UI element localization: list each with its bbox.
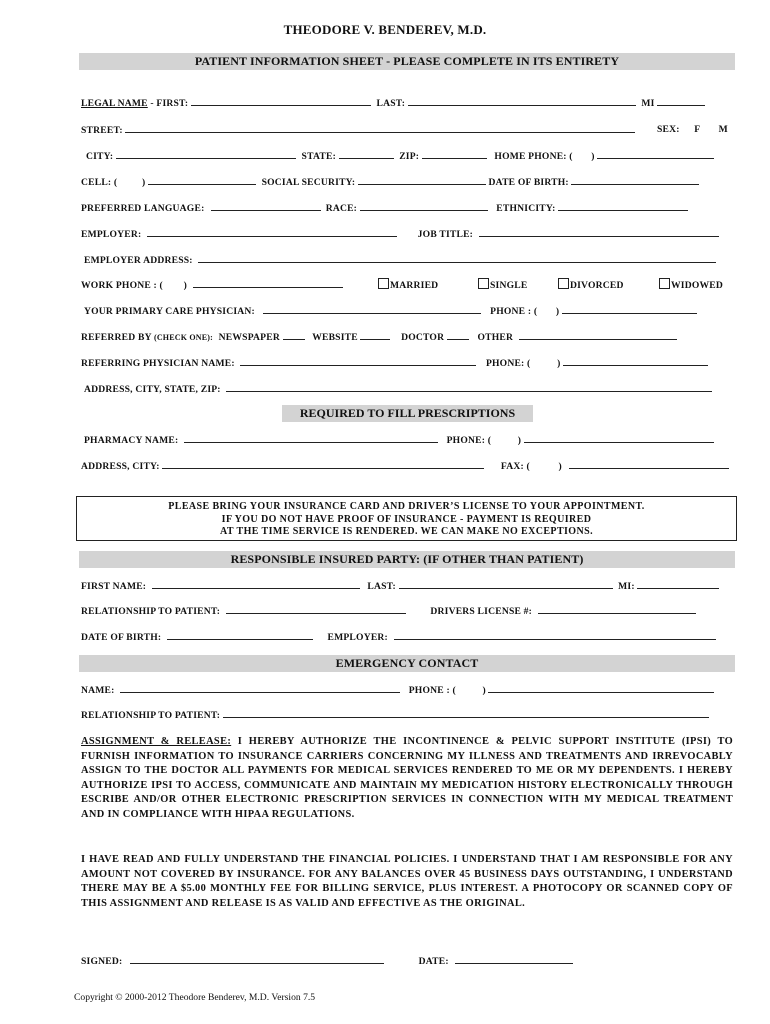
newspaper-field[interactable] <box>283 331 305 340</box>
race-label: RACE: <box>325 203 358 214</box>
referring-address-row <box>84 383 712 395</box>
website-field[interactable] <box>360 331 390 340</box>
emergency-relationship-label: RELATIONSHIP TO PATIENT: <box>81 710 221 721</box>
ethnicity-label: ETHNICITY: <box>496 203 556 214</box>
first-name-field[interactable] <box>191 97 371 106</box>
doctor-option: DOCTOR <box>401 332 445 343</box>
work-phone-close: ) <box>183 280 187 291</box>
state-field[interactable] <box>339 150 394 159</box>
cell-close: ) <box>141 177 146 188</box>
pharmacy-field[interactable] <box>184 434 438 443</box>
referring-address-label: ADDRESS, CITY, STATE, ZIP: <box>84 384 221 395</box>
widowed-checkbox[interactable] <box>659 278 670 289</box>
insured-mi-field[interactable] <box>637 580 719 589</box>
last-name-label: LAST: <box>376 98 406 109</box>
ethnicity-field[interactable] <box>558 202 688 211</box>
widowed-label: WIDOWED <box>671 280 724 291</box>
pharmacy-address-field[interactable] <box>162 460 484 469</box>
language-row <box>81 202 688 214</box>
date-field[interactable] <box>455 955 573 964</box>
pharmacy-phone-field[interactable] <box>524 434 714 443</box>
insured-employer-label: EMPLOYER: <box>327 632 388 643</box>
dob-label: DATE OF BIRTH: <box>488 177 569 188</box>
sex-f-option[interactable]: F <box>694 124 700 135</box>
signature-row <box>81 955 573 967</box>
divorced-label: DIVORCED <box>570 280 624 291</box>
legal-name-label: LEGAL NAME <box>81 98 148 109</box>
insured-dob-row <box>81 631 716 643</box>
fax-label: FAX: ( <box>500 461 530 472</box>
emergency-phone-close: ) <box>482 685 486 696</box>
sex-group <box>657 124 728 135</box>
emergency-name-field[interactable] <box>120 684 400 693</box>
married-label: MARRIED <box>390 280 439 291</box>
referring-physician-field[interactable] <box>240 357 476 366</box>
insured-last-field[interactable] <box>399 580 613 589</box>
assignment-release-heading: ASSIGNMENT & RELEASE: <box>81 736 232 747</box>
assignment-release-paragraph <box>81 735 733 823</box>
emergency-name-label: NAME: <box>81 685 115 696</box>
insured-dob-label: DATE OF BIRTH: <box>81 632 162 643</box>
zip-label: ZIP: <box>399 151 420 162</box>
employer-address-field[interactable] <box>198 254 716 263</box>
state-label: STATE: <box>301 151 336 162</box>
work-phone-row <box>81 279 343 291</box>
insured-first-name-field[interactable] <box>152 580 360 589</box>
notice-line-3: AT THE TIME SERVICE IS RENDERED. WE CAN MAKE NO EXCEPTIONS. <box>220 526 593 537</box>
doctor-name-title: THEODORE V. BENDEREV, M.D. <box>283 22 487 37</box>
pharmacy-phone-close: ) <box>517 435 522 446</box>
referring-phone-field[interactable] <box>563 357 708 366</box>
pharmacy-phone-label: PHONE: ( <box>446 435 492 446</box>
drivers-license-label: DRIVERS LICENSE #: <box>430 606 533 617</box>
job-title-label: JOB TITLE: <box>417 229 474 240</box>
fax-close: ) <box>558 461 562 472</box>
pcp-label: YOUR PRIMARY CARE PHYSICIAN: <box>84 306 255 317</box>
emergency-relationship-row <box>81 709 709 721</box>
employer-label: EMPLOYER: <box>81 229 142 240</box>
notice-line-1: PLEASE BRING YOUR INSURANCE CARD AND DRIVER’S LICENSE TO YOUR APPOINTMENT. <box>168 501 645 512</box>
employer-address-row <box>84 254 716 266</box>
referring-phone-label: PHONE: ( <box>485 358 531 369</box>
sex-m-option[interactable]: M <box>718 124 728 135</box>
pharmacy-label: PHARMACY NAME: <box>84 435 179 446</box>
race-field[interactable] <box>360 202 488 211</box>
city-label: CITY: <box>86 151 114 162</box>
pharmacy-address-row <box>81 460 729 472</box>
insured-party-heading: RESPONSIBLE INSURED PARTY: (IF OTHER THAN PATIENT) <box>79 551 735 568</box>
other-option: OTHER <box>477 332 514 343</box>
sex-label: SEX: <box>657 124 680 135</box>
legal-name-row <box>81 97 705 109</box>
divorced-checkbox[interactable] <box>558 278 569 289</box>
work-phone-field[interactable] <box>193 279 343 288</box>
pcp-phone-close: ) <box>555 306 560 317</box>
financial-policy-paragraph: I HAVE READ AND FULLY UNDERSTAND THE FINANCIAL POLICIES. I UNDERSTAND THAT I AM RESPONSIBLE FOR ANY AMOUNT NOT COVERED BY INSURANCE. FOR ANY BALANCES OVER 45 BUSINESS DAYS OUTSTANDING, I UNDERSTAND THERE MAY BE A $5.00 MONTHLY FEE FOR BILLING SERVICE, PLUS INTEREST. A PHOTOCOPY OR SCANNED COPY OF THIS ASSIGNMENT AND RELEASE IS AS VALID AND EFFECTIVE AS THE ORIGINAL. <box>81 854 733 909</box>
insured-relationship-field[interactable] <box>226 605 406 614</box>
pharmacy-address-label: ADDRESS, CITY: <box>81 461 160 472</box>
single-label: SINGLE <box>490 280 528 291</box>
website-option: WEBSITE <box>312 332 358 343</box>
street-field[interactable] <box>125 124 635 133</box>
single-checkbox[interactable] <box>478 278 489 289</box>
fax-field[interactable] <box>569 460 729 469</box>
mi-field[interactable] <box>657 97 705 106</box>
language-label: PREFERRED LANGUAGE: <box>81 203 205 214</box>
language-field[interactable] <box>211 202 321 211</box>
pcp-field[interactable] <box>263 305 481 314</box>
employer-field[interactable] <box>147 228 397 237</box>
cell-row <box>81 176 699 188</box>
emergency-contact-heading: EMERGENCY CONTACT <box>79 655 735 672</box>
job-title-field[interactable] <box>479 228 719 237</box>
street-label: STREET: <box>81 125 123 136</box>
marital-widowed[interactable] <box>659 278 723 291</box>
form-title-band: PATIENT INFORMATION SHEET - PLEASE COMPLETE IN ITS ENTIRETY <box>79 53 735 70</box>
city-field[interactable] <box>116 150 296 159</box>
zip-field[interactable] <box>422 150 487 159</box>
insurance-notice-box <box>76 496 737 541</box>
insured-last-label: LAST: <box>367 581 396 592</box>
dob-field[interactable] <box>571 176 699 185</box>
drivers-license-field[interactable] <box>538 605 696 614</box>
marital-single[interactable] <box>478 278 527 291</box>
last-name-field[interactable] <box>408 97 636 106</box>
check-one-label: (CHECK ONE): <box>153 333 214 342</box>
insured-first-name-label: FIRST NAME: <box>81 581 147 592</box>
emergency-name-row <box>81 684 714 696</box>
insured-name-row <box>81 580 719 592</box>
pharmacy-row <box>84 434 714 446</box>
employer-row <box>81 228 719 240</box>
signature-field[interactable] <box>130 955 384 964</box>
mi-label: MI <box>641 98 655 109</box>
city-row <box>86 150 714 162</box>
referring-phone-close: ) <box>557 358 561 369</box>
insured-dob-field[interactable] <box>167 631 313 640</box>
home-phone-field[interactable] <box>597 150 714 159</box>
ssn-field[interactable] <box>358 176 486 185</box>
marital-married[interactable] <box>378 278 438 291</box>
emergency-relationship-field[interactable] <box>223 709 709 718</box>
doctor-field[interactable] <box>447 331 469 340</box>
insured-relationship-row <box>81 605 696 617</box>
other-field[interactable] <box>519 331 677 340</box>
signed-label: SIGNED: <box>81 956 123 967</box>
cell-label: CELL: ( <box>81 177 118 188</box>
pcp-row <box>84 305 697 317</box>
referred-by-row <box>81 331 677 343</box>
first-name-label: - FIRST: <box>150 98 189 109</box>
date-label: DATE: <box>418 956 449 967</box>
prescriptions-heading: REQUIRED TO FILL PRESCRIPTIONS <box>282 405 533 422</box>
cell-field[interactable] <box>148 176 256 185</box>
marital-divorced[interactable] <box>558 278 624 291</box>
insured-employer-field[interactable] <box>394 631 716 640</box>
pcp-phone-field[interactable] <box>562 305 697 314</box>
referring-address-field[interactable] <box>226 383 712 392</box>
referring-physician-row <box>81 357 708 369</box>
employer-address-label: EMPLOYER ADDRESS: <box>84 255 193 266</box>
copyright-footer: Copyright © 2000-2012 Theodore Benderev, M.D. Version 7.5 <box>74 992 316 1003</box>
assignment-release-body: I HEREBY AUTHORIZE THE INCONTINENCE & PELVIC SUPPORT INSTITUTE (IPSI) TO FURNISH INFORMATION TO INSURANCE CARRIERS CONCERNING MY ILLNESS AND TREATMENTS AND IRREVOCABLY ASSIGN TO THE DOCTOR ALL PAYMENTS FOR MEDICAL SERVICES RENDERED TO ME OR MY DEPENDENTS. I HEREBY AUTHORIZE IPSI TO ACCESS, COMMUNICATE AND MAINTAIN MY MEDICATION HISTORY ELECTRONICALLY THROUGH ESCRIBE AND/OR OTHER ELECTRONIC PRESCRIPTION SERVICES IN CONNECTION WITH MY MEDICAL TREATMENT AND IN COMPLIANCE WITH HIPAA REGULATIONS. <box>81 736 733 820</box>
emergency-phone-field[interactable] <box>488 684 714 693</box>
referring-physician-label: REFERRING PHYSICIAN NAME: <box>81 358 235 369</box>
notice-line-2: IF YOU DO NOT HAVE PROOF OF INSURANCE - PAYMENT IS REQUIRED <box>221 513 592 525</box>
emergency-phone-label: PHONE : ( <box>408 685 456 696</box>
ssn-label: SOCIAL SECURITY: <box>261 177 356 188</box>
insured-mi-label: MI: <box>618 581 635 592</box>
home-phone-label: HOME PHONE: ( <box>494 151 573 162</box>
work-phone-label: WORK PHONE : ( <box>81 280 163 291</box>
referred-by-label: REFERRED BY <box>81 332 152 343</box>
married-checkbox[interactable] <box>378 278 389 289</box>
pcp-phone-label: PHONE : ( <box>490 306 538 317</box>
newspaper-option: NEWSPAPER <box>218 332 280 343</box>
insured-relationship-label: RELATIONSHIP TO PATIENT: <box>81 606 221 617</box>
street-row <box>81 124 635 136</box>
home-phone-close: ) <box>591 151 595 162</box>
